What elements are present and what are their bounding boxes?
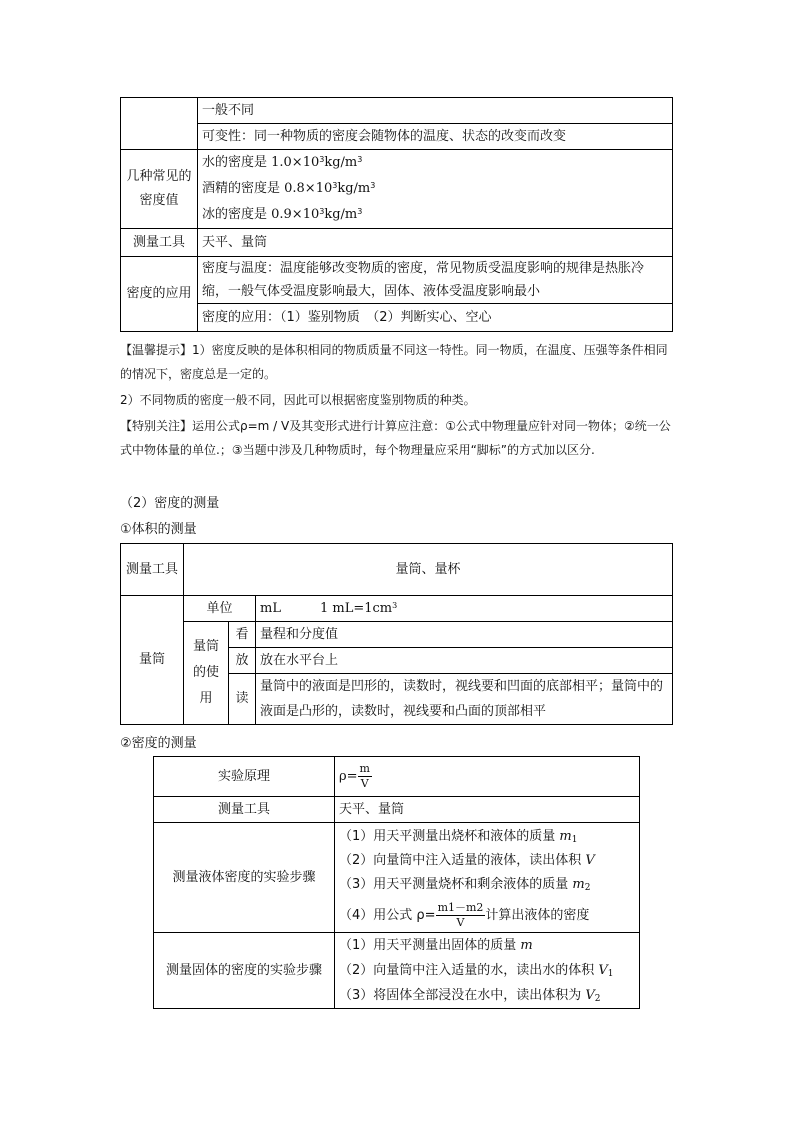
tip-paragraph: 【温馨提示】1）密度反映的是体积相同的物质质量不同这一特性。同一物质，在温度、压强等条件相同的情况下，密度总是一定的。 [120,343,668,381]
solid-step-1: （1）用天平测量出固体的质量 m [339,938,533,953]
place-value: 放在水平台上 [256,648,673,674]
general-cell: 一般不同 [198,98,673,124]
density-temperature-cell: 密度与温度：温度能够改变物质的密度，常见物质受温度影响的规律是热胀冷缩，一般气体受温度影响最大，固体、液体受温度影响最小 [198,257,673,304]
liquid-steps-label: 测量液体密度的实验步骤 [154,823,335,933]
alcohol-density: 酒精的密度是 $0.8\times 10^3kg/m^3$ [202,181,376,196]
common-density-header: 几种常见的密度值 [121,150,198,229]
liquid-step-1: （1）用天平测量出烧杯和液体的质量 $m_1$ [339,829,578,845]
empty-header-cell [121,98,198,150]
place-label: 放 [229,648,256,674]
tools-value: 量筒、量杯 [184,544,673,596]
volume-measurement-table [120,543,673,725]
unit-label: 单位 [184,596,256,622]
volume-measurement-title: ①体积的测量 [120,522,197,537]
liquid-density-fraction: $\frac{m1-m2}{V}$ [437,901,484,929]
unit-value: mL 1 $mL=1cm^3$ [256,596,673,622]
section-title: （2）密度的测量 [120,496,220,511]
common-density-values [198,150,673,229]
density-measurement-table [153,756,640,1009]
liquid-steps [335,823,640,933]
tools-value: 天平、量筒 [335,797,640,823]
principle-label: 实验原理 [154,757,335,797]
density-measurement-title: ②密度的测量 [120,736,197,751]
principle-formula: ρ= $\frac{m}{V}$ [335,757,640,797]
tools-label: 测量工具 [154,797,335,823]
ice-density: 冰的密度是 $0.9\times 10^3kg/m^3$ [202,207,363,222]
read-value: 量筒中的液面是凹形的，读数时，视线要和凹面的底部相平；量筒中的液面是凸形的，读数时，视线要和凸面的顶部相平 [256,674,673,725]
look-label: 看 [229,622,256,648]
tip-paragraph-2: 2）不同物质的密度一般不同，因此可以根据密度鉴别物质的种类。 [120,393,476,407]
variability-cell: 可变性：同一种物质的密度会随物体的温度、状态的改变而改变 [198,124,673,150]
read-label: 读 [229,674,256,725]
usage-label: 量筒的使用 [184,622,229,725]
water-density: 水的密度是 $1.0\times 10^3kg/m^3$ [202,155,363,170]
solid-steps [335,933,640,1009]
tools-header: 测量工具 [121,544,184,596]
special-note: 【特别关注】运用公式ρ=m / V及其变形式进行计算应注意：①公式中物理量应针对同一物体；②统一公式中物体量的单位.；③当题中涉及几种物质时，每个物理量应采用“脚标”的方式加以区分. [120,419,671,457]
liquid-step-2: （2）向量筒中注入适量的液体，读出体积 V [339,853,595,868]
liquid-step-3: （3）用天平测量烧杯和剩余液体的质量 $m_2$ [339,877,591,893]
application-header: 密度的应用 [121,257,198,332]
density-fraction: $\frac{m}{V}$ [359,762,370,790]
tools-value: 天平、量筒 [198,229,673,257]
density-properties-table [120,97,673,332]
solid-step-2: （2）向量筒中注入适量的水，读出水的体积 $V_1$ [339,963,614,979]
cylinder-label: 量筒 [121,596,184,725]
tools-header: 测量工具 [121,229,198,257]
density-application-cell: 密度的应用：（1）鉴别物质 （2）判断实心、空心 [198,304,673,332]
liquid-step-4: （4）用公式 ρ= $\frac{m1-m2}{V}$ 计算出液体的密度 [339,901,590,929]
look-value: 量程和分度值 [256,622,673,648]
solid-steps-label: 测量固体的密度的实验步骤 [154,933,335,1009]
solid-step-3: （3）将固体全部浸没在水中，读出体积为 $V_2$ [339,988,601,1004]
